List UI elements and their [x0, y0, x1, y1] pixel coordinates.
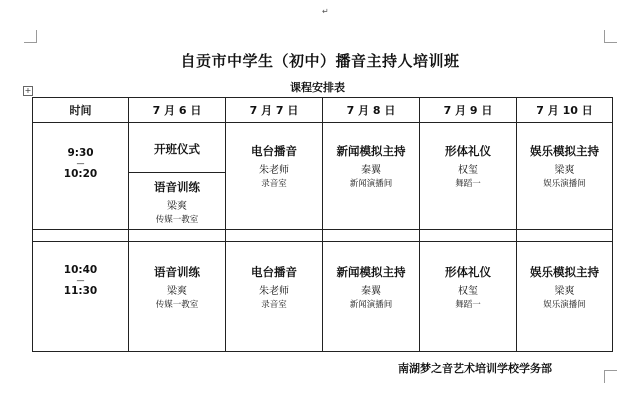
schedule-cell [129, 173, 226, 230]
time-cell [33, 123, 129, 230]
time-end: 10:20 [63, 168, 98, 180]
teacher-name: 权玺 [458, 165, 478, 176]
break-row [33, 230, 613, 242]
course-name: 语音训练 [154, 265, 200, 279]
schedule-cell [323, 242, 420, 352]
schedule-cell [323, 123, 420, 230]
room-name: 娱乐演播间 [543, 300, 586, 310]
course-name: 新闻模拟主持 [336, 144, 406, 158]
header-day-8: 7 月 8 日 [323, 98, 420, 123]
break-cell [33, 230, 129, 242]
room-name: 新闻演播间 [349, 179, 393, 189]
paragraph-mark: ↵ [322, 7, 329, 16]
table-header-row [33, 98, 613, 123]
teacher-name: 梁爽 [554, 286, 575, 297]
break-cell [420, 230, 517, 242]
document-subtitle: 课程安排表 [290, 81, 345, 94]
header-time: 时间 [33, 98, 129, 123]
time-dash: — [76, 276, 85, 285]
room-name: 舞蹈一 [455, 300, 481, 310]
document-footer: 南湖梦之音艺术培训学校学务部 [398, 362, 552, 375]
teacher-name: 朱老师 [259, 286, 289, 297]
header-day-10: 7 月 10 日 [517, 98, 613, 123]
teacher-name: 权玺 [458, 286, 478, 297]
time-cell [33, 242, 129, 352]
header-day-6: 7 月 6 日 [129, 98, 226, 123]
break-cell [226, 230, 323, 242]
course-name: 形体礼仪 [445, 265, 491, 279]
schedule-cell [420, 123, 517, 230]
schedule-cell [226, 242, 323, 352]
course-name: 娱乐模拟主持 [530, 144, 599, 158]
teacher-name: 秦翼 [361, 165, 381, 176]
teacher-name: 梁爽 [554, 165, 575, 176]
break-cell [323, 230, 420, 242]
room-name: 传媒一教室 [155, 215, 199, 225]
crop-mark-bottom-right [604, 370, 617, 383]
break-cell [129, 230, 226, 242]
course-name: 娱乐模拟主持 [530, 265, 599, 279]
time-dash: — [76, 159, 85, 168]
room-name: 录音室 [261, 179, 287, 189]
schedule-table [32, 97, 613, 352]
schedule-cell [420, 242, 517, 352]
time-end: 11:30 [63, 285, 98, 297]
course-name: 形体礼仪 [445, 144, 491, 158]
ceremony-cell [129, 123, 226, 173]
schedule-cell [129, 242, 226, 352]
table-row [33, 123, 613, 173]
room-name: 传媒一教室 [155, 300, 199, 310]
time-start: 10:40 [63, 264, 98, 276]
header-day-9: 7 月 9 日 [420, 98, 517, 123]
room-name: 录音室 [261, 300, 287, 310]
teacher-name: 梁爽 [167, 201, 187, 212]
course-name: 新闻模拟主持 [336, 265, 406, 279]
room-name: 娱乐演播间 [543, 179, 586, 189]
course-name: 电台播音 [251, 265, 297, 279]
room-name: 新闻演播间 [349, 300, 393, 310]
table-row [33, 242, 613, 352]
break-cell [517, 230, 613, 242]
time-start: 9:30 [67, 147, 94, 159]
teacher-name: 梁爽 [167, 286, 187, 297]
document-title: 自贡市中学生（初中）播音主持人培训班 [180, 52, 460, 70]
teacher-name: 秦翼 [361, 286, 381, 297]
crop-mark-top-right [604, 30, 617, 43]
schedule-cell [226, 123, 323, 230]
table-move-handle-icon[interactable]: + [24, 86, 32, 95]
teacher-name: 朱老师 [259, 165, 289, 176]
course-name: 开班仪式 [154, 142, 200, 156]
course-name: 语音训练 [154, 180, 200, 194]
schedule-cell [517, 242, 613, 352]
header-day-7: 7 月 7 日 [226, 98, 323, 123]
room-name: 舞蹈一 [455, 179, 481, 189]
course-name: 电台播音 [251, 144, 297, 158]
crop-mark-top-left [24, 30, 37, 43]
schedule-cell [517, 123, 613, 230]
